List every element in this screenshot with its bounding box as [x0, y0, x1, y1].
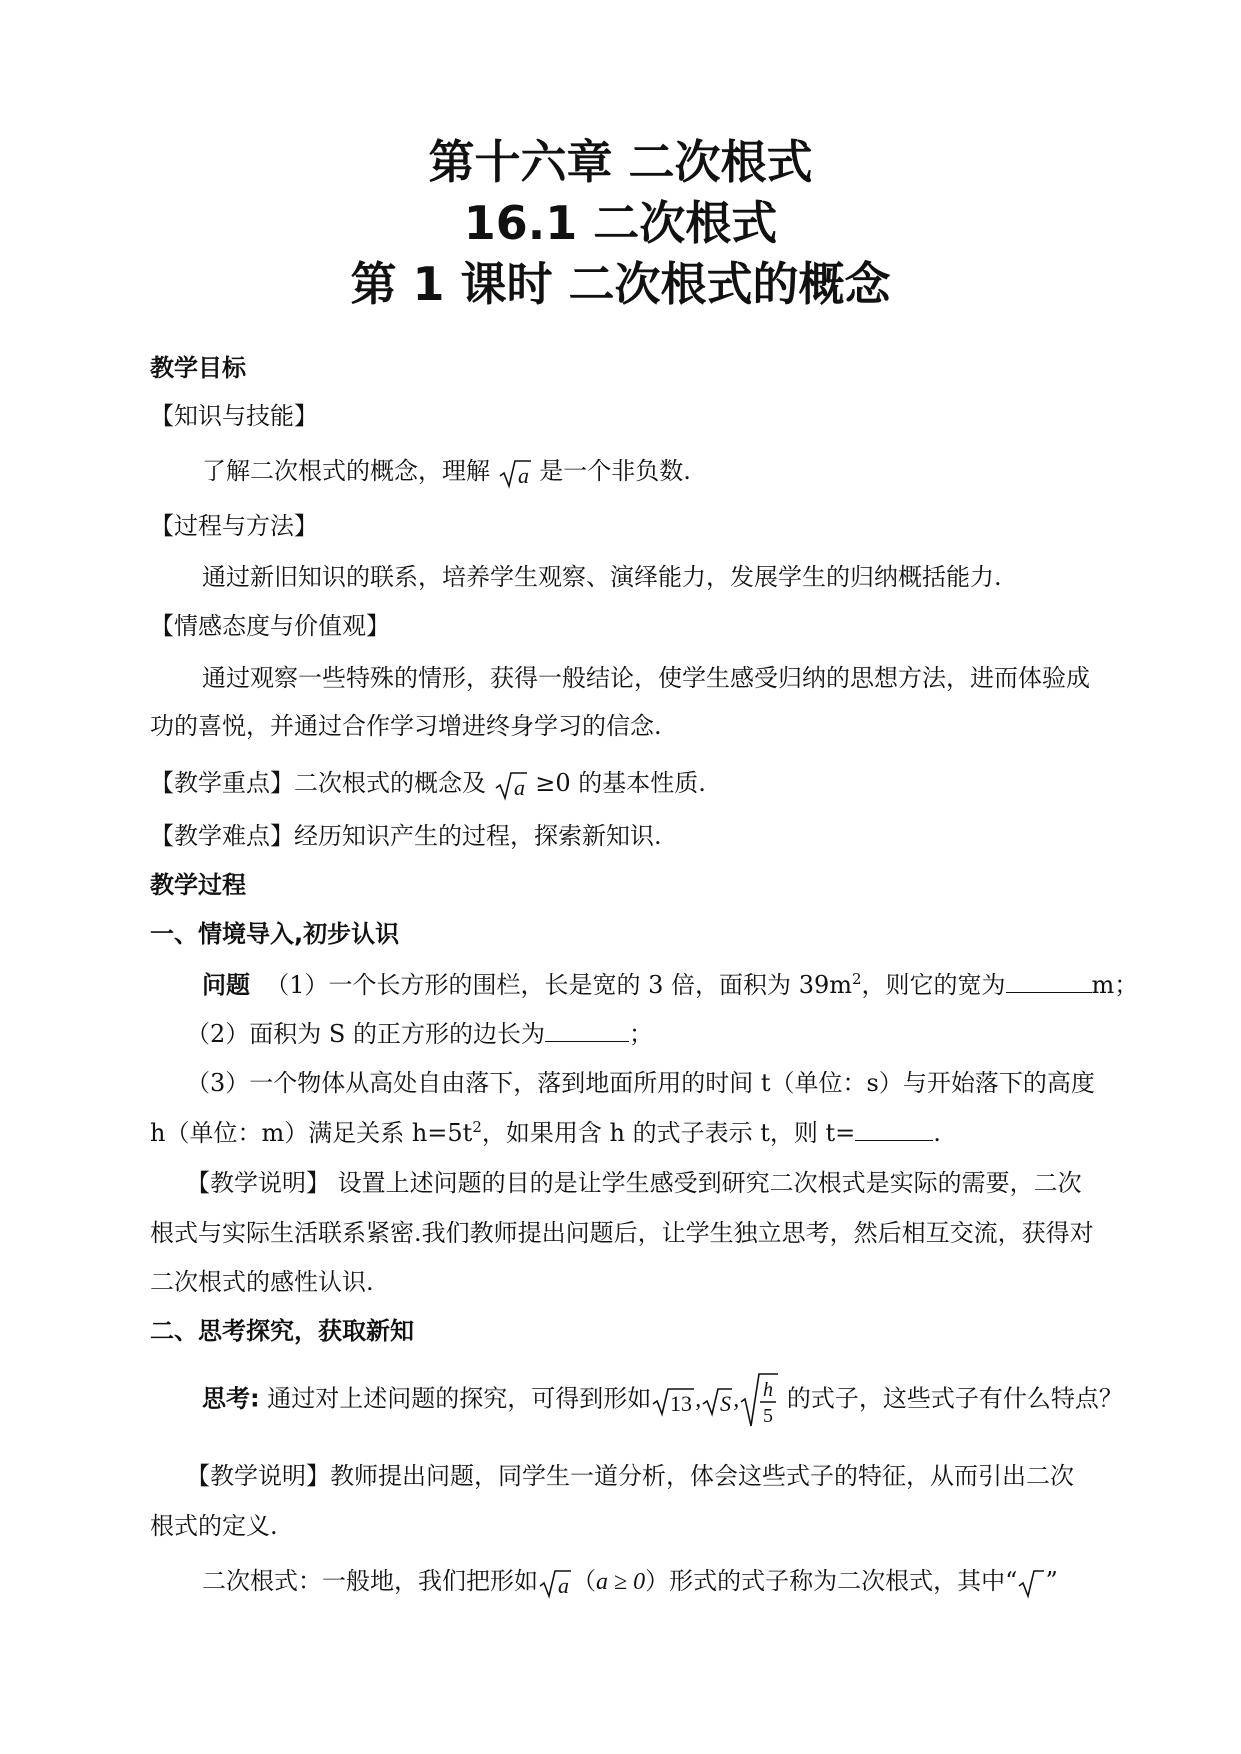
question-label: 问题	[202, 971, 250, 999]
note-1-line-3: 二次根式的感性认识.	[150, 1268, 374, 1296]
sqrt-13-radical	[651, 1376, 695, 1424]
svg-text:S: S	[720, 1390, 732, 1416]
answer-blank	[855, 1116, 933, 1141]
definition-text: 二次根式：一般地，我们把形如 a （a ≥ 0）形式的式子称为二次根式，其中“ ”	[202, 1567, 1058, 1598]
sqrt-s-radical	[701, 1376, 733, 1424]
note-2-line-1: 【教学说明】教师提出问题，同学生一道分析，体会这些式子的特征，从而引出二次	[186, 1462, 1074, 1490]
section-title: 16.1 二次根式	[463, 196, 778, 250]
question-3-line-2: h（单位：m）满足关系 $h=5t^2$，如果用含 h 的式子表示 t，则 t= .	[150, 1118, 941, 1147]
sqrt-a-radical	[498, 456, 532, 489]
part1-heading: 一、情境导入,初步认识	[150, 920, 400, 948]
emotion-text-2: 功的喜悦，并通过合作学习增进终身学习的信念.	[150, 712, 662, 740]
svg-text:13: 13	[670, 1390, 693, 1416]
svg-text:h: h	[763, 1379, 774, 1401]
process-heading: 教学过程	[150, 871, 246, 899]
svg-text:5: 5	[763, 1405, 774, 1427]
difficulty-label: 【教学难点】	[150, 822, 294, 850]
knowledge-label: 【知识与技能】	[150, 402, 318, 430]
difficulty-point: 【教学难点】经历知识产生的过程，探索新知识.	[150, 822, 662, 850]
think-label: 思考:	[202, 1384, 260, 1413]
answer-blank	[1006, 968, 1092, 993]
note-2-line-2: 根式的定义.	[150, 1512, 278, 1540]
key-point: 【教学重点】二次根式的概念及 a ≥0 的基本性质.	[150, 769, 706, 800]
sqrt-h-over-5-radical	[739, 1372, 779, 1428]
svg-text:a: a	[517, 462, 529, 488]
process-label: 【过程与方法】	[150, 512, 318, 540]
note-1-line-1: 【教学说明】 设置上述问题的目的是让学生感受到研究二次根式是实际的需要，二次	[186, 1169, 1082, 1197]
note-1-line-2: 根式与实际生活联系紧密.我们教师提出问题后，让学生独立思考，然后相互交流，获得对	[150, 1219, 1094, 1247]
lesson-title: 第 1 课时 二次根式的概念	[350, 257, 891, 311]
sqrt-a-radical	[494, 768, 528, 801]
key-label: 【教学重点】	[150, 769, 294, 797]
svg-text:a: a	[558, 1572, 569, 1598]
think-question: 思考: 通过对上述问题的探究，可得到形如 13 , S , h 5 的式子，这些式子有什么特点？	[202, 1372, 1130, 1420]
condition-text: a ≥ 0	[596, 1569, 646, 1595]
svg-text:a: a	[513, 774, 525, 800]
part2-heading: 二、思考探究，获取新知	[150, 1317, 414, 1345]
question-2: （2）面积为 S 的正方形的边长为 ；	[186, 1017, 1166, 1050]
radical-sign-icon	[1017, 1566, 1045, 1599]
chapter-title: 第十六章 二次根式	[428, 135, 813, 189]
answer-blank	[545, 1017, 629, 1042]
question-3-line-1: （3）一个物体从高处自由落下，落到地面所用的时间 t（单位：s）与开始落下的高度	[186, 1069, 1095, 1097]
question-1: 问题 （1）一个长方形的围栏，长是宽的 3 倍，面积为 $39m^2$，则它的宽为 m；	[202, 970, 1139, 999]
emotion-text-1: 通过观察一些特殊的情形，获得一般结论，使学生感受归纳的思想方法，进而体验成	[202, 664, 1090, 692]
emotion-label: 【情感态度与价值观】	[150, 612, 390, 640]
knowledge-text: 了解二次根式的概念，理解 a 是一个非负数.	[202, 457, 691, 488]
process-text: 通过新旧知识的联系，培养学生观察、演绎能力，发展学生的归纳概括能力.	[202, 563, 1002, 591]
sqrt-a-radical	[538, 1566, 572, 1599]
objectives-heading: 教学目标	[150, 354, 246, 382]
